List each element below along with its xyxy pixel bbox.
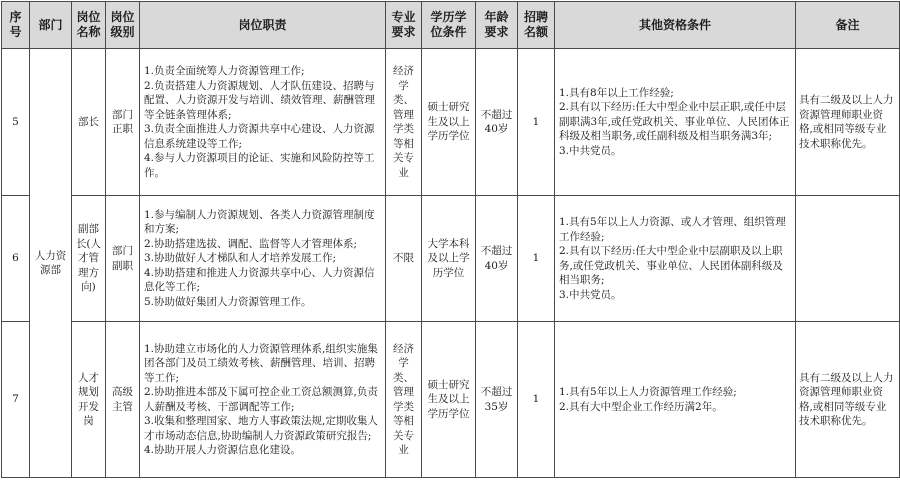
position-title: 部长 — [72, 49, 106, 196]
qualification-item: 2.具有以下经历:任大中型企业中层正职,或任中层副职满3年,或任党政机关、事业单位、人民团体正科级及相当职务,或任副科级及相当职务满3年; — [559, 101, 790, 143]
row-no: 6 — [2, 196, 30, 322]
quota: 1 — [518, 322, 555, 478]
header-position-name: 岗位名称 — [72, 2, 106, 49]
duty-item: 3.收集和整理国家、地方人事政策法规,定期收集人才市场动态信息,协助编制人力资源政策研究报告; — [144, 415, 378, 442]
qualifications-cell — [555, 322, 796, 478]
duties-cell — [140, 49, 386, 196]
qualifications-cell — [555, 196, 796, 322]
duty-item: 3.协助做好人才梯队和人才培养发展工作; — [144, 252, 337, 265]
age-requirement: 不超过40岁 — [476, 49, 518, 196]
duty-item: 2.协助推进本部及下属可控企业工资总额测算,负责人薪酬及考核、干部调配等工作; — [144, 386, 378, 413]
qualification-item: 1.具有8年以上工作经验; — [559, 86, 674, 99]
header-department: 部门 — [30, 2, 72, 49]
header-duties: 岗位职责 — [140, 2, 386, 49]
table-row — [2, 322, 900, 478]
qualification-item: 1.具有5年以上人力资源、或人才管理、组织管理工作经验; — [559, 216, 786, 243]
duty-item: 3.负责全面推进人力资源共享中心建设、人力资源信息系统建设等工作; — [144, 123, 375, 150]
header-remark: 备注 — [796, 2, 900, 49]
position-level: 部门副职 — [106, 196, 140, 322]
major-requirement: 不限 — [386, 196, 422, 322]
education-requirement: 硕士研究生及以上学历学位 — [422, 322, 476, 478]
header-age: 年龄要求 — [476, 2, 518, 49]
position-title: 副部长(人才管理方向) — [72, 196, 106, 322]
duty-item: 4.参与人力资源项目的论证、实施和风险防控等工作。 — [144, 152, 375, 179]
major-requirement: 经济学类、管理学类等相关专业 — [386, 49, 422, 196]
qualification-item: 3.中共党员。 — [559, 288, 622, 301]
education-requirement: 硕士研究生及以上学历学位 — [422, 49, 476, 196]
duty-item: 4.协助搭建和推进人力资源共享中心、人力资源信息化等工作; — [144, 266, 375, 294]
duty-item: 1.负责全面统筹人力资源管理工作; — [144, 65, 305, 77]
qualification-item: 1.具有5年以上人力资源管理工作经验; — [559, 386, 737, 398]
duties-cell — [140, 196, 386, 322]
age-requirement: 不超过40岁 — [476, 196, 518, 322]
header-education: 学历学位条件 — [422, 2, 476, 49]
qualifications-cell — [555, 49, 796, 196]
position-level: 高级主管 — [106, 322, 140, 478]
quota: 1 — [518, 196, 555, 322]
row-no: 5 — [2, 49, 30, 196]
duty-item: 2.协助搭建选拔、调配、监督等人才管理体系; — [144, 237, 358, 250]
remark-cell: 具有二级及以上人力资源管理师职业资格,或相同等级专业技术职称优先。 — [796, 49, 900, 196]
header-no: 序号 — [2, 2, 30, 49]
table-row — [2, 196, 900, 322]
major-requirement: 经济学类、管理学类等相关专业 — [386, 322, 422, 478]
qualification-item: 2.具有以下经历:任大中型企业中层副职及以上职务,或任党政机关、事业单位、人民团体副科级及相当职务; — [559, 245, 783, 286]
qualification-item: 3.中共党员。 — [559, 144, 622, 157]
duty-item: 4.协助开展人力资源信息化建设。 — [144, 444, 302, 456]
remark-cell: 具有二级及以上人力资源管理师职业资格,或相同等级专业技术职称优先。 — [796, 322, 900, 478]
duty-item: 1.协助建立市场化的人力资源管理体系,组织实施集团各部门及员工绩效考核、薪酬管理、培训、招聘等工作; — [144, 342, 378, 384]
header-major: 专业要求 — [386, 2, 422, 49]
education-requirement: 大学本科及以上学历学位 — [422, 196, 476, 322]
quota: 1 — [518, 49, 555, 196]
header-quota: 招聘名额 — [518, 2, 555, 49]
position-title: 人才规划开发岗 — [72, 322, 106, 478]
recruitment-table — [1, 1, 900, 478]
header-row — [2, 2, 900, 49]
duties-cell — [140, 322, 386, 478]
row-no: 7 — [2, 322, 30, 478]
duty-item: 5.协助做好集团人力资源管理工作。 — [144, 295, 312, 308]
duty-item: 1.参与编制人力资源规划、各类人力资源管理制度和方案; — [144, 208, 375, 236]
position-level: 部门正职 — [106, 49, 140, 196]
table-row — [2, 49, 900, 196]
age-requirement: 不超过35岁 — [476, 322, 518, 478]
remark-cell — [796, 196, 900, 322]
header-position-level: 岗位级别 — [106, 2, 140, 49]
qualification-item: 2.具有大中型企业工作经历满2年。 — [559, 400, 723, 413]
header-qualifications: 其他资格条件 — [555, 2, 796, 49]
department-cell: 人力资源部 — [30, 49, 72, 478]
duty-item: 2.负责搭建人力资源规划、人才队伍建设、招聘与配置、人力资源开发与培训、绩效管理、薪酬管理等全链条管理体系; — [144, 79, 375, 121]
